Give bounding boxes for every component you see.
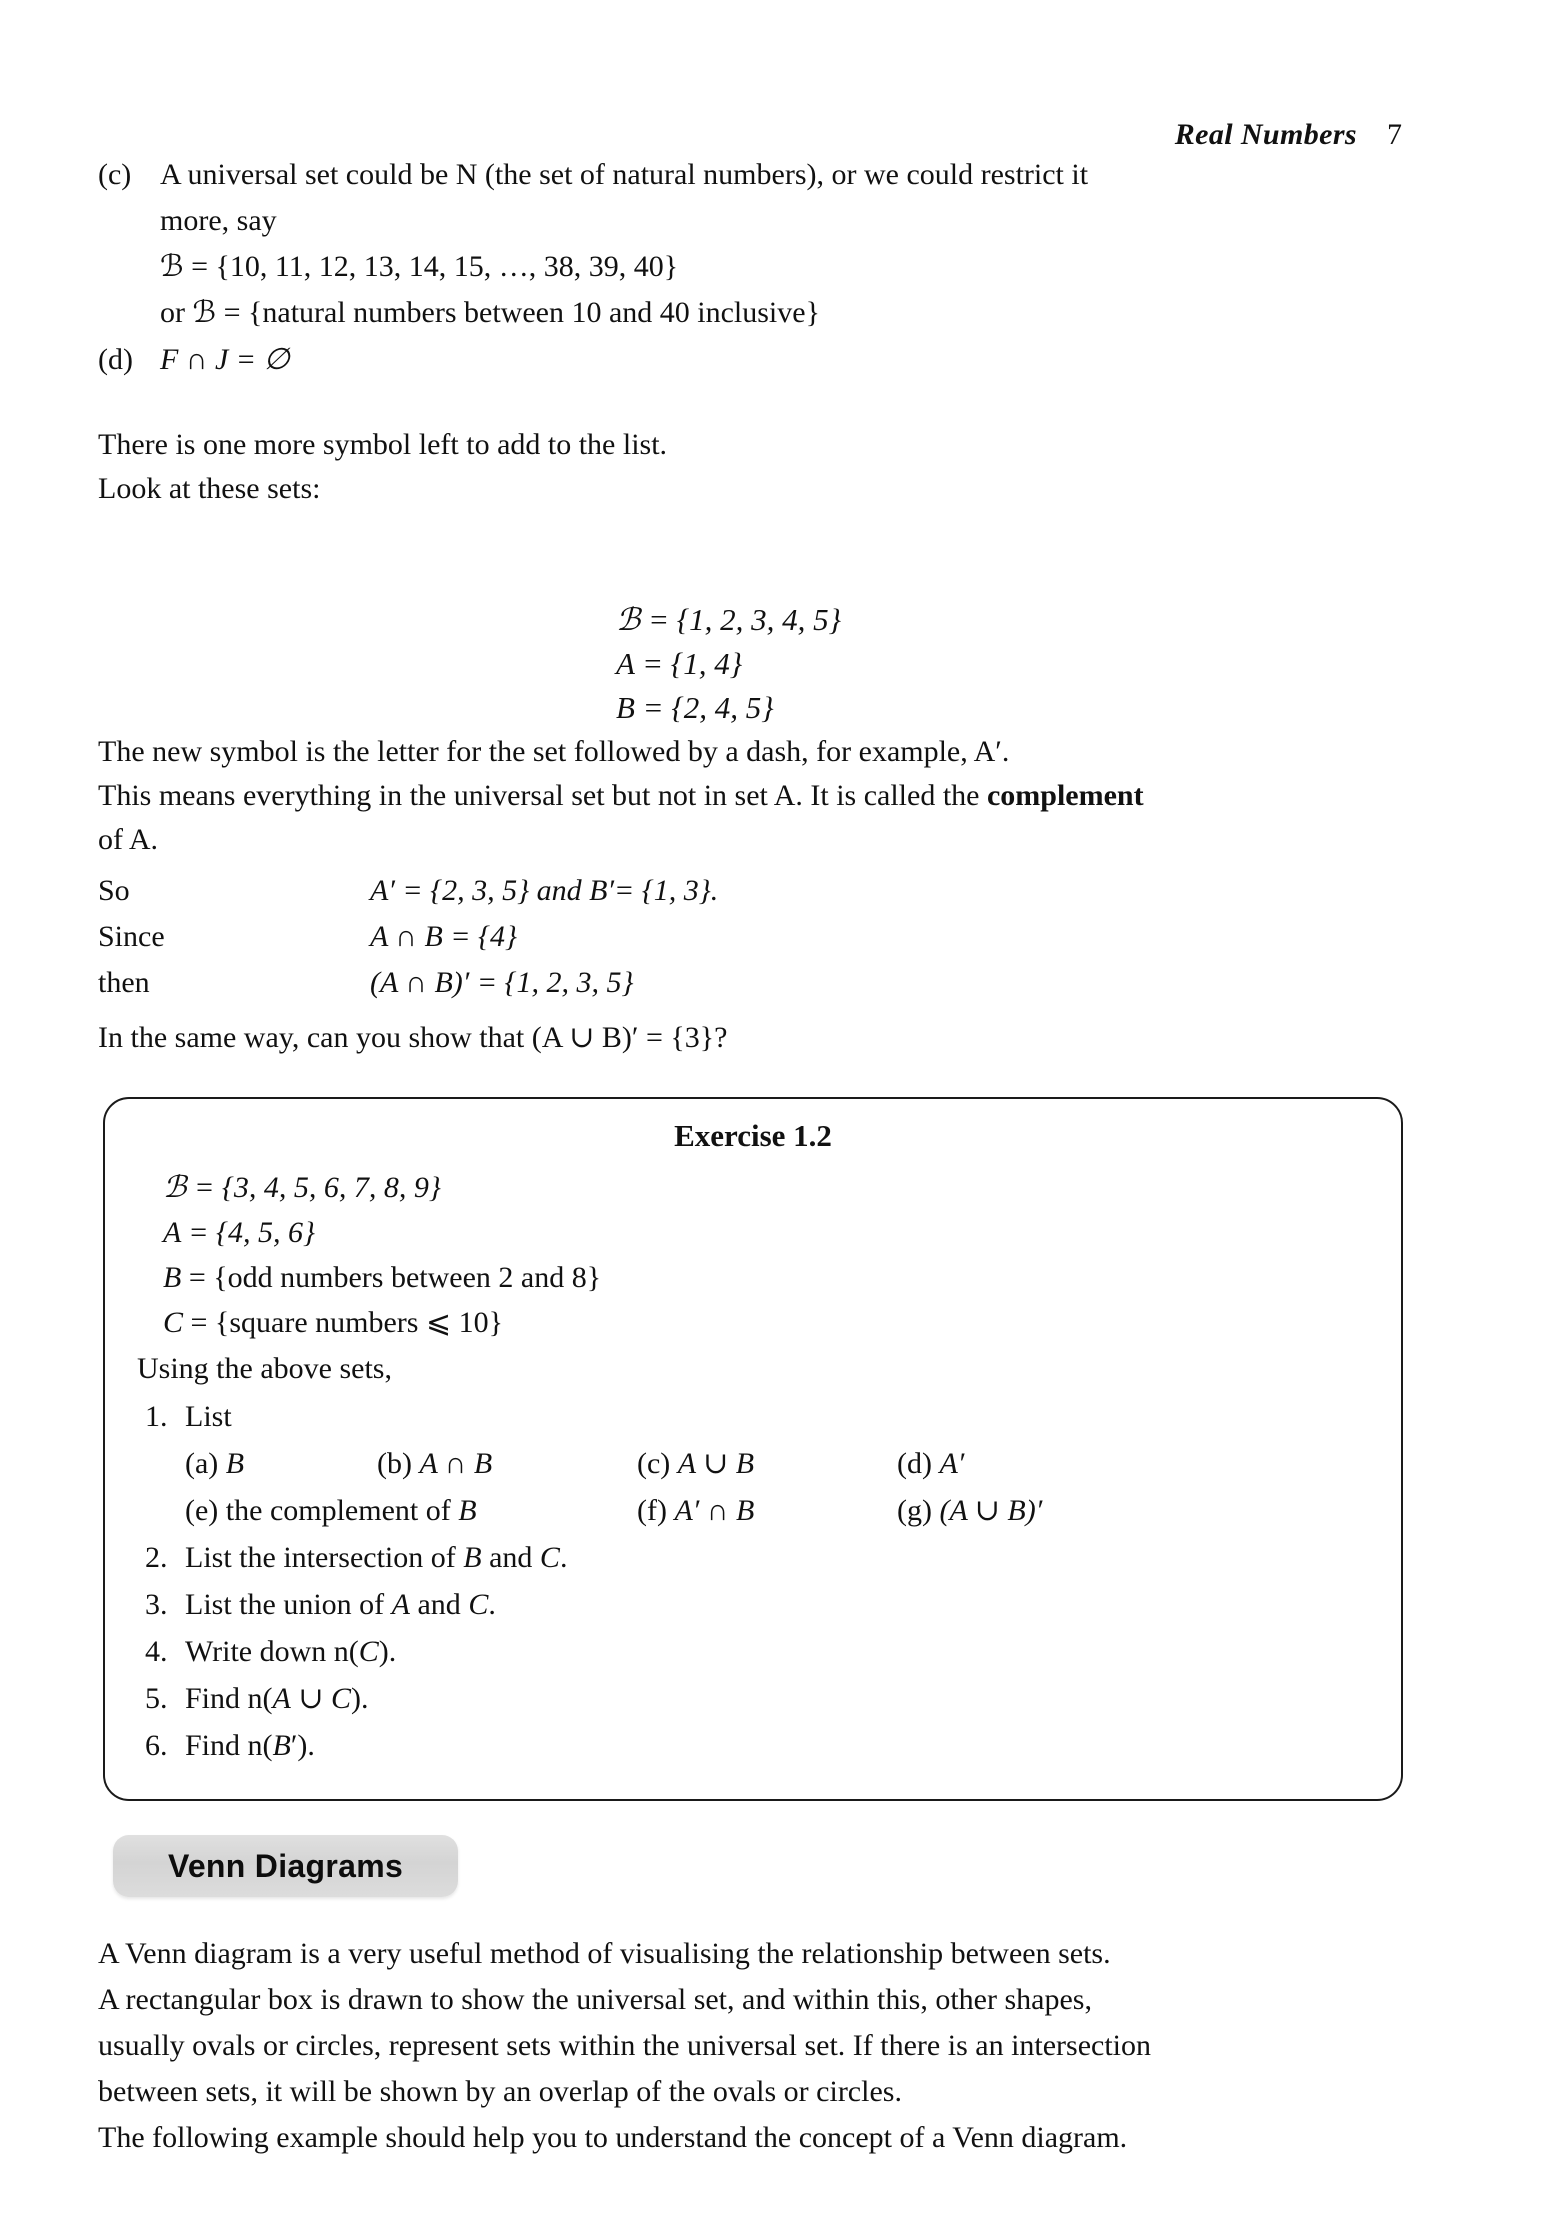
question-marker: 1. xyxy=(145,1400,168,1433)
exercise-question-3 xyxy=(137,1581,1369,1628)
equation-row xyxy=(98,914,1408,960)
equation-expression: A′ = {2, 3, 5} and B′= {1, 3}. xyxy=(370,874,719,907)
page-number: 7 xyxy=(1387,118,1402,151)
question-1-parts-row-2 xyxy=(137,1487,1369,1534)
exercise-question-6 xyxy=(137,1722,1369,1769)
item-c-line-1 xyxy=(98,152,1408,198)
item-c-text-4: or ℬ = {natural numbers between 10 and 40 inclusive} xyxy=(160,296,820,329)
equations-block xyxy=(98,868,1408,1006)
q1-part-g: (g) (A ∪ B)′ xyxy=(897,1494,1043,1527)
question-text: List the union of A and C. xyxy=(185,1588,496,1621)
q1-part-c: (c) A ∪ B xyxy=(637,1447,755,1480)
question-text: List xyxy=(185,1400,232,1433)
list-item-c xyxy=(98,152,1408,336)
exercise-set-definition: A = {4, 5, 6} xyxy=(163,1216,316,1249)
closing-question: In the same way, can you show that (A ∪ B)′ = {3}? xyxy=(98,1021,728,1054)
item-c-marker: (c) xyxy=(98,158,132,191)
chapter-title: Real Numbers xyxy=(1174,118,1357,151)
question-marker: 2. xyxy=(145,1541,168,1574)
q1-part-b: (b) A ∩ B xyxy=(377,1447,493,1480)
equation-row xyxy=(98,960,1408,1006)
intro-line-1: There is one more symbol left to add to the list. xyxy=(98,428,668,461)
exercise-box xyxy=(103,1097,1403,1791)
item-c-line-2 xyxy=(98,198,1408,244)
list-item-d xyxy=(98,337,1408,383)
q1-part-a: (a) B xyxy=(185,1447,245,1480)
paragraph-line: The following example should help you to understand the concept of a Venn diagram. xyxy=(98,2121,1128,2154)
complement-explanation xyxy=(98,730,1408,862)
display-set-2: B = {2, 4, 5} xyxy=(616,690,774,725)
item-d-marker: (d) xyxy=(98,343,133,376)
exercise-set-definition: C = {square numbers ⩽ 10} xyxy=(163,1306,503,1339)
item-d-equation: F ∩ J = ∅ xyxy=(160,343,290,376)
paragraph-line: between sets, it will be shown by an overlap of the ovals or circles. xyxy=(98,2075,902,2108)
question-text: List the intersection of B and C. xyxy=(185,1541,568,1574)
running-head xyxy=(0,118,1402,152)
paragraph-line: A Venn diagram is a very useful method of visualising the relationship between sets. xyxy=(98,1937,1111,1970)
exercise-set-definition: ℬ = {3, 4, 5, 6, 7, 8, 9} xyxy=(163,1171,441,1204)
section-paragraph xyxy=(98,1931,1418,2161)
question-1-parts-row-1 xyxy=(137,1440,1369,1487)
item-c-text-3: ℬ = {10, 11, 12, 13, 14, 15, …, 38, 39, 40} xyxy=(160,250,679,283)
section-heading-venn-diagrams: Venn Diagrams xyxy=(167,1847,404,1884)
intro-block xyxy=(98,423,1408,511)
complement-line-3: of A. xyxy=(98,823,158,856)
item-c-text-1: A universal set could be N (the set of natural numbers), or we could restrict it xyxy=(160,158,1089,191)
equation-lead: Since xyxy=(98,920,165,953)
exercise-using-line: Using the above sets, xyxy=(137,1352,392,1385)
display-sets-block xyxy=(98,598,1408,730)
item-c-text-2: more, say xyxy=(160,204,277,237)
question-marker: 3. xyxy=(145,1588,168,1621)
exercise-question-5 xyxy=(137,1675,1369,1722)
complement-line-1: The new symbol is the letter for the set followed by a dash, for example, A′. xyxy=(98,735,1010,768)
equation-expression: (A ∩ B)′ = {1, 2, 3, 5} xyxy=(370,966,634,999)
equation-row xyxy=(98,868,1408,914)
q1-part-e: (e) the complement of B xyxy=(185,1494,477,1527)
exercise-question-2 xyxy=(137,1534,1369,1581)
question-text: Find n(A ∪ C). xyxy=(185,1682,369,1715)
question-marker: 5. xyxy=(145,1682,168,1715)
complement-keyword: complement xyxy=(986,779,1144,812)
question-marker: 4. xyxy=(145,1635,168,1668)
intro-line-2: Look at these sets: xyxy=(98,472,321,505)
display-set-1: A = {1, 4} xyxy=(616,646,743,681)
item-c-line-4 xyxy=(98,290,1408,336)
question-text: Find n(B′). xyxy=(185,1729,315,1762)
paragraph-line: usually ovals or circles, represent sets within the universal set. If there is an intersection xyxy=(98,2029,1152,2062)
exercise-question-1 xyxy=(137,1393,1369,1440)
paragraph-line: A rectangular box is drawn to show the universal set, and within this, other shapes, xyxy=(98,1983,1092,2016)
exercise-title: Exercise 1.2 xyxy=(674,1118,832,1153)
complement-line-2 xyxy=(98,774,1408,818)
display-set-0: ℬ = {1, 2, 3, 4, 5} xyxy=(616,602,842,637)
closing-question-block xyxy=(98,1016,1408,1060)
q1-part-d: (d) A′ xyxy=(897,1447,965,1480)
item-c-line-3 xyxy=(98,244,1408,290)
complement-line-2-text: This means everything in the universal set but not in set A. It is called the xyxy=(98,779,987,812)
equation-lead: then xyxy=(98,966,150,999)
exercise-question-4 xyxy=(137,1628,1369,1675)
q1-part-f: (f) A′ ∩ B xyxy=(637,1494,755,1527)
equation-lead: So xyxy=(98,874,130,907)
question-text: Write down n(C). xyxy=(185,1635,397,1668)
item-d-line xyxy=(98,337,1408,383)
exercise-set-definition: B = {odd numbers between 2 and 8} xyxy=(163,1261,602,1294)
question-marker: 6. xyxy=(145,1729,168,1762)
equation-expression: A ∩ B = {4} xyxy=(370,920,518,953)
